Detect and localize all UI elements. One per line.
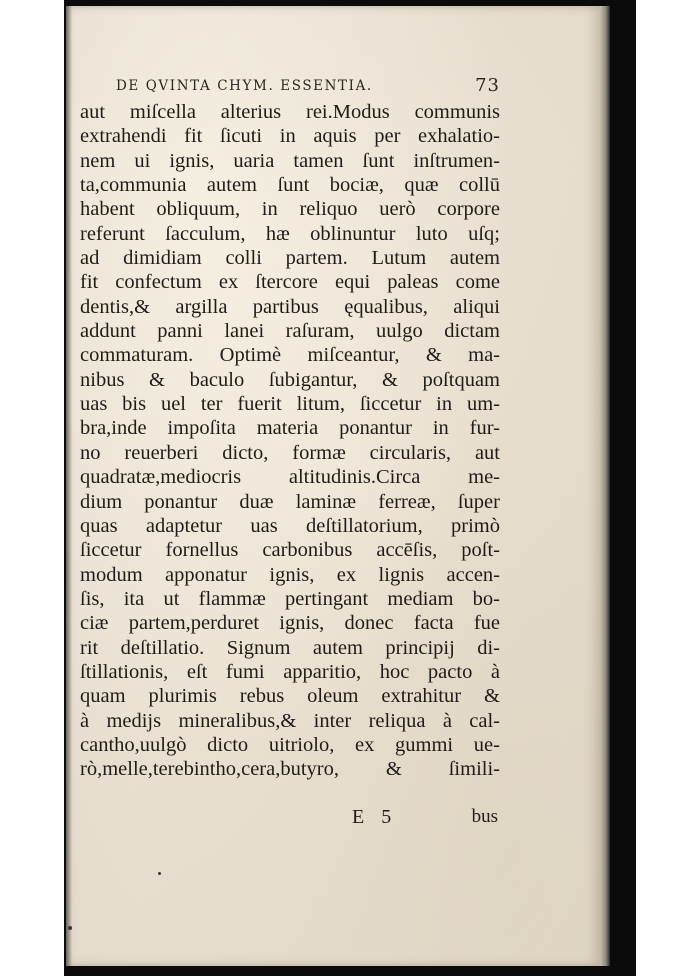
running-title: DE QVINTA CHYM. ESSENTIA. <box>116 78 373 94</box>
text-line: ta,communia autem ſunt bociæ, quæ collū <box>80 174 500 197</box>
text-line: uas bis uel ter fuerit litum, ſiccetur in um- <box>80 393 500 416</box>
page-footer <box>80 806 500 832</box>
text-line: referunt ſacculum, hæ oblinuntur luto uſq; <box>80 222 500 245</box>
text-line: ad dimidiam colli partem. Lutum autem <box>80 247 500 270</box>
text-line: quam plurimis rebus oleum extrahitur & <box>80 685 500 708</box>
text-line: ſtillationis, eſt fumi apparitio, hoc pacto à <box>80 660 500 683</box>
text-line: quadratæ,mediocris altitudinis.Circa me- <box>80 466 500 489</box>
page-header <box>112 76 500 98</box>
text-line: ciæ partem,perduret ignis, donec facta fue <box>80 612 500 635</box>
text-line: ſis, ita ut flammæ pertingant mediam bo- <box>80 587 500 610</box>
text-line: dium ponantur duæ laminæ ferreæ, ſuper <box>80 490 500 513</box>
text-line: modum apponatur ignis, ex lignis accen- <box>80 563 500 586</box>
page-number: 73 <box>475 75 500 96</box>
text-line: no reuerberi dicto, formæ circularis, aut <box>80 441 500 464</box>
text-line: fit confectum ex ſtercore equi paleas come <box>80 271 500 294</box>
text-line: rit deſtillatio. Signum autem principij di- <box>80 636 500 659</box>
text-line: commaturam. Optimè miſceantur, & ma- <box>80 344 500 367</box>
text-line: nem ui ignis, uaria tamen ſunt inſtrumen- <box>80 149 500 172</box>
text-line: ſiccetur fornellus carbonibus accēſis, poſt- <box>80 539 500 562</box>
text-line: habent obliquum, in reliquo uerò corpore <box>80 198 500 221</box>
text-line: rò,melle,terebintho,cera,butyro, & ſimili- <box>80 758 500 781</box>
text-line: nibus & baculo ſubigantur, & poſtquam <box>80 368 500 391</box>
paper-speck <box>158 872 161 875</box>
text-line: bra,inde impoſita materia ponantur in fur- <box>80 417 500 440</box>
text-line: addunt panni lanei raſuram, uulgo dictam <box>80 320 500 343</box>
paper-speck <box>68 926 72 930</box>
text-line: cantho,uulgò dicto uitriolo, ex gummi ue- <box>80 733 500 756</box>
page-edge <box>600 6 610 966</box>
body-text <box>80 100 500 782</box>
text-line: aut miſcella alterius rei.Modus communis <box>80 101 500 123</box>
text-line: dentis,& argilla partibus ęqualibus, aliqui <box>80 295 500 318</box>
catchword: bus <box>471 806 498 827</box>
signature-mark: E 5 <box>352 806 398 828</box>
page-gutter-shadow <box>66 6 72 966</box>
text-line: à medijs mineralibus,& inter reliqua à cal- <box>80 709 500 732</box>
text-line: quas adaptetur uas deſtillatorium, primò <box>80 514 500 537</box>
text-line: extrahendi fit ſicuti in aquis per exhalatio- <box>80 125 500 148</box>
